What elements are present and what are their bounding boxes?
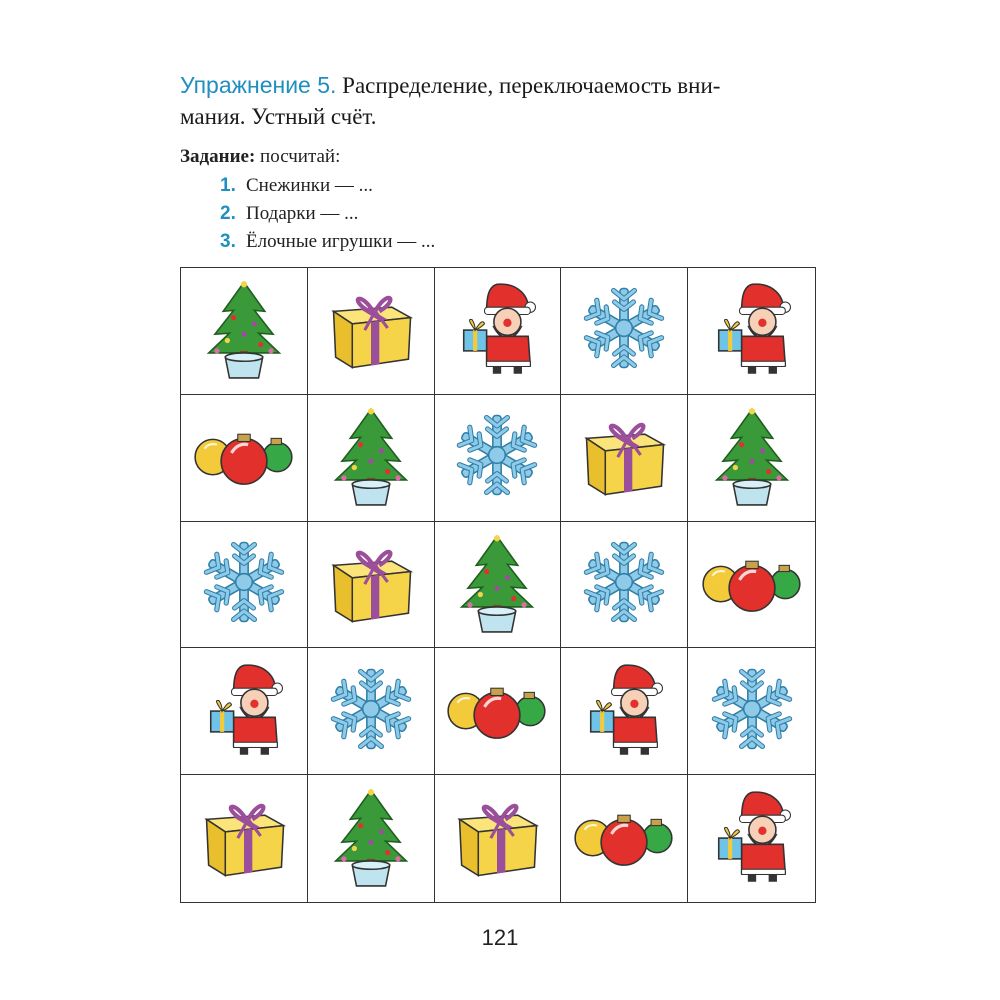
santa-icon bbox=[445, 276, 549, 385]
exercise-title-cont: мания. Устный счёт. bbox=[180, 104, 377, 129]
exercise-label: Упражнение 5. bbox=[180, 72, 337, 98]
ornaments-icon bbox=[700, 530, 804, 639]
tree-icon bbox=[319, 403, 423, 512]
grid-cell bbox=[435, 522, 562, 649]
santa-icon bbox=[700, 784, 804, 893]
grid-cell bbox=[181, 775, 308, 902]
santa-icon bbox=[700, 276, 804, 385]
task-text: посчитай: bbox=[260, 146, 341, 167]
tree-icon bbox=[700, 403, 804, 512]
grid-cell bbox=[435, 268, 562, 395]
item-text: Снежинки — ... bbox=[246, 175, 373, 196]
grid-cell bbox=[308, 648, 435, 775]
task-label: Задание: bbox=[180, 146, 256, 167]
ornaments-icon bbox=[192, 403, 296, 512]
grid-cell bbox=[561, 648, 688, 775]
grid-cell bbox=[308, 522, 435, 649]
page-number: 121 bbox=[481, 925, 519, 950]
grid-cell bbox=[181, 268, 308, 395]
grid-cell bbox=[308, 268, 435, 395]
list-item bbox=[220, 200, 435, 228]
grid-cell bbox=[181, 522, 308, 649]
tree-icon bbox=[445, 530, 549, 639]
ornaments-icon bbox=[445, 657, 549, 766]
grid-cell bbox=[561, 268, 688, 395]
tree-icon bbox=[319, 784, 423, 893]
item-number: 1. bbox=[220, 175, 236, 196]
grid-cell bbox=[308, 775, 435, 902]
task-list bbox=[220, 172, 435, 256]
item-number: 2. bbox=[220, 203, 236, 224]
grid-cell bbox=[435, 395, 562, 522]
grid-cell bbox=[688, 395, 815, 522]
picture-grid bbox=[180, 267, 816, 903]
grid-cell bbox=[688, 522, 815, 649]
santa-icon bbox=[192, 657, 296, 766]
gift-icon bbox=[319, 530, 423, 639]
gift-icon bbox=[192, 784, 296, 893]
item-number: 3. bbox=[220, 231, 236, 252]
grid-cell bbox=[435, 648, 562, 775]
exercise-heading bbox=[180, 70, 820, 132]
snowflake-icon bbox=[700, 657, 804, 766]
santa-icon bbox=[572, 657, 676, 766]
tree-icon bbox=[192, 276, 296, 385]
grid-cell bbox=[181, 395, 308, 522]
grid-cell bbox=[561, 395, 688, 522]
grid-cell bbox=[435, 775, 562, 902]
item-text: Ёлочные игрушки — ... bbox=[246, 231, 436, 252]
gift-icon bbox=[445, 784, 549, 893]
snowflake-icon bbox=[319, 657, 423, 766]
grid-cell bbox=[561, 775, 688, 902]
item-text: Подарки — ... bbox=[246, 203, 359, 224]
snowflake-icon bbox=[192, 530, 296, 639]
grid-cell bbox=[308, 395, 435, 522]
gift-icon bbox=[319, 276, 423, 385]
task-line bbox=[180, 144, 340, 170]
list-item bbox=[220, 172, 435, 200]
grid-cell bbox=[688, 648, 815, 775]
grid-cell bbox=[688, 268, 815, 395]
snowflake-icon bbox=[572, 530, 676, 639]
ornaments-icon bbox=[572, 784, 676, 893]
grid-cell bbox=[561, 522, 688, 649]
exercise-title: Распределение, переключаемость вни- bbox=[342, 73, 721, 98]
grid-cell bbox=[181, 648, 308, 775]
list-item bbox=[220, 228, 435, 256]
snowflake-icon bbox=[445, 403, 549, 512]
gift-icon bbox=[572, 403, 676, 512]
grid-cell bbox=[688, 775, 815, 902]
snowflake-icon bbox=[572, 276, 676, 385]
